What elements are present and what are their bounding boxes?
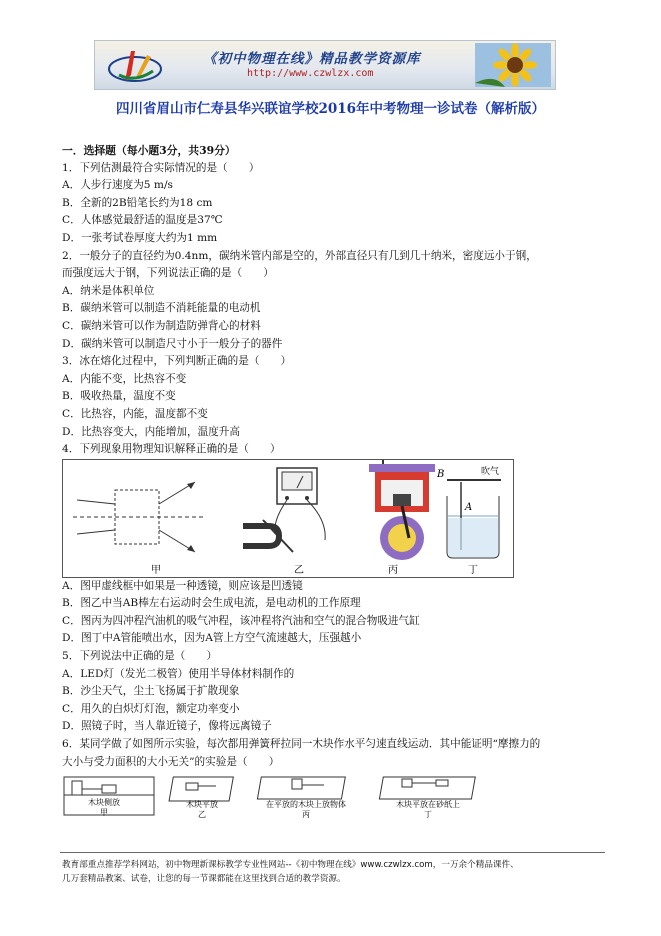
question-stem: 6．某同学做了如图所示实验，每次都用弹簧秤拉同一木块作水平匀速直线运动．其中能证明“摩擦力的 xyxy=(62,738,541,751)
site-banner xyxy=(94,40,556,90)
question-stem: 1．下列估测最符合实际情况的是（ ） xyxy=(62,161,260,174)
option-c: C．碳纳米管可以作为制造防弹背心的材料 xyxy=(62,319,261,332)
option-d: D．碳纳米管可以制造尺寸小于一般分子的器件 xyxy=(62,337,283,350)
banner-url[interactable]: http://www.czwlzx.com xyxy=(247,68,374,79)
option-b: B．吸收热量，温度不变 xyxy=(62,390,176,403)
option-d: D．一张考试卷厚度大约为1 mm xyxy=(62,231,218,244)
option-a: A．图甲虚线框中如果是一种透镜，则应该是凹透镜 xyxy=(62,579,303,592)
friction-panel-ding xyxy=(379,777,475,799)
engine-diagram xyxy=(369,460,435,560)
banner-title: 《初中物理在线》精品教学资源库 xyxy=(203,51,421,67)
footer-line: 几万套精品教案、试卷，让您的每一节课都能在这里找到合适的教学资源。 xyxy=(62,874,346,884)
question-6-figure xyxy=(62,773,482,819)
friction-panel-bing xyxy=(257,777,345,799)
question-stem: 4．下列现象用物理知识解释正确的是（ ） xyxy=(62,443,281,456)
option-a: A．LED灯（发光二极管）使用半导体材料制作的 xyxy=(62,667,295,680)
option-a: A．纳米是体积单位 xyxy=(62,284,155,297)
friction-panel-yi xyxy=(169,777,233,801)
option-d: D．比热容变大，内能增加，温度升高 xyxy=(62,425,240,438)
figure-label-jia: 甲 xyxy=(151,564,161,576)
option-c: C．比热容，内能，温度都不变 xyxy=(62,407,208,420)
option-d: D．照镜子时，当人靠近镜子，像将远离镜子 xyxy=(62,720,272,733)
lens-diagram xyxy=(73,482,203,552)
induction-diagram xyxy=(243,468,325,552)
friction-panel-jia xyxy=(64,777,154,818)
panel-caption-ding: 木块平放在砂纸上 xyxy=(396,800,460,810)
figure-label-ding: 丁 xyxy=(468,564,478,576)
figure-label-bing: 丙 xyxy=(388,564,398,576)
option-b: B．碳纳米管可以制造不消耗能量的电动机 xyxy=(62,302,261,315)
tube-label-b: B xyxy=(437,468,445,480)
footer-line: 教育部重点推荐学科网站，初中物理新课标教学专业性网站--《初中物理在线》www.czwlzx.com，一万余个精品课件、 xyxy=(62,860,519,870)
panel-caption-bing: 在平放的木块上放物体 xyxy=(266,800,346,810)
option-b: B．沙尘天气，尘土飞扬属于扩散现象 xyxy=(62,685,240,698)
panel-caption-jia: 木块侧放 xyxy=(88,798,120,808)
panel-label-ding: 丁 xyxy=(424,810,432,820)
tube-label-a: A xyxy=(465,501,473,513)
question-stem: 2．一般分子的直径约为0.4nm，碳纳米管内部是空的，外部直径只有几到几十纳米，密度远小于钢， xyxy=(62,249,537,262)
option-c: C．图丙为四冲程汽油机的吸气冲程，该冲程将汽油和空气的混合物吸进气缸 xyxy=(62,614,420,627)
panel-label-jia: 甲 xyxy=(100,808,108,818)
question-stem-cont: 大小与受力面积的大小无关”的实验是（ ） xyxy=(62,755,280,768)
option-a: A．内能不变，比热容不变 xyxy=(62,372,187,385)
page-title: 四川省眉山市仁寿县华兴联谊学校2016年中考物理一诊试卷（解析版） xyxy=(115,101,546,117)
option-b: B．图乙中当AB棒左右运动时会生成电流，是电动机的工作原理 xyxy=(62,597,361,610)
sunflower-image xyxy=(475,43,551,87)
figure-label-yi: 乙 xyxy=(294,564,304,576)
option-c: C．人体感觉最舒适的温度是37℃ xyxy=(62,214,223,227)
panel-caption-yi: 木块平放 xyxy=(186,800,218,810)
question-stem: 3．冰在熔化过程中，下列判断正确的是（ ） xyxy=(62,355,292,368)
beaker-diagram xyxy=(447,480,501,558)
footer-divider xyxy=(60,852,605,853)
option-a: A．人步行速度为5 m/s xyxy=(62,179,173,192)
option-d: D．图丁中A管能喷出水，因为A管上方空气流速越大，压强越小 xyxy=(62,632,362,645)
site-logo-icon xyxy=(105,45,167,85)
blow-air-label: 吹气 xyxy=(481,466,500,477)
option-c: C．用久的白炽灯灯泡，额定功率变小 xyxy=(62,702,240,715)
panel-label-yi: 乙 xyxy=(198,810,206,820)
exam-content xyxy=(62,142,622,819)
section-heading: 一．选择题（每小题3分，共39分） xyxy=(62,144,236,157)
option-b: B．全新的2B铅笔长约为18 cm xyxy=(62,196,213,209)
question-4-figure xyxy=(62,459,514,578)
question-stem: 5．下列说法中正确的是（ ） xyxy=(62,650,218,663)
panel-label-bing: 丙 xyxy=(302,810,310,820)
question-stem-cont: 而强度远大于钢，下列说法正确的是（ ） xyxy=(62,267,274,280)
page-footer xyxy=(62,858,622,886)
